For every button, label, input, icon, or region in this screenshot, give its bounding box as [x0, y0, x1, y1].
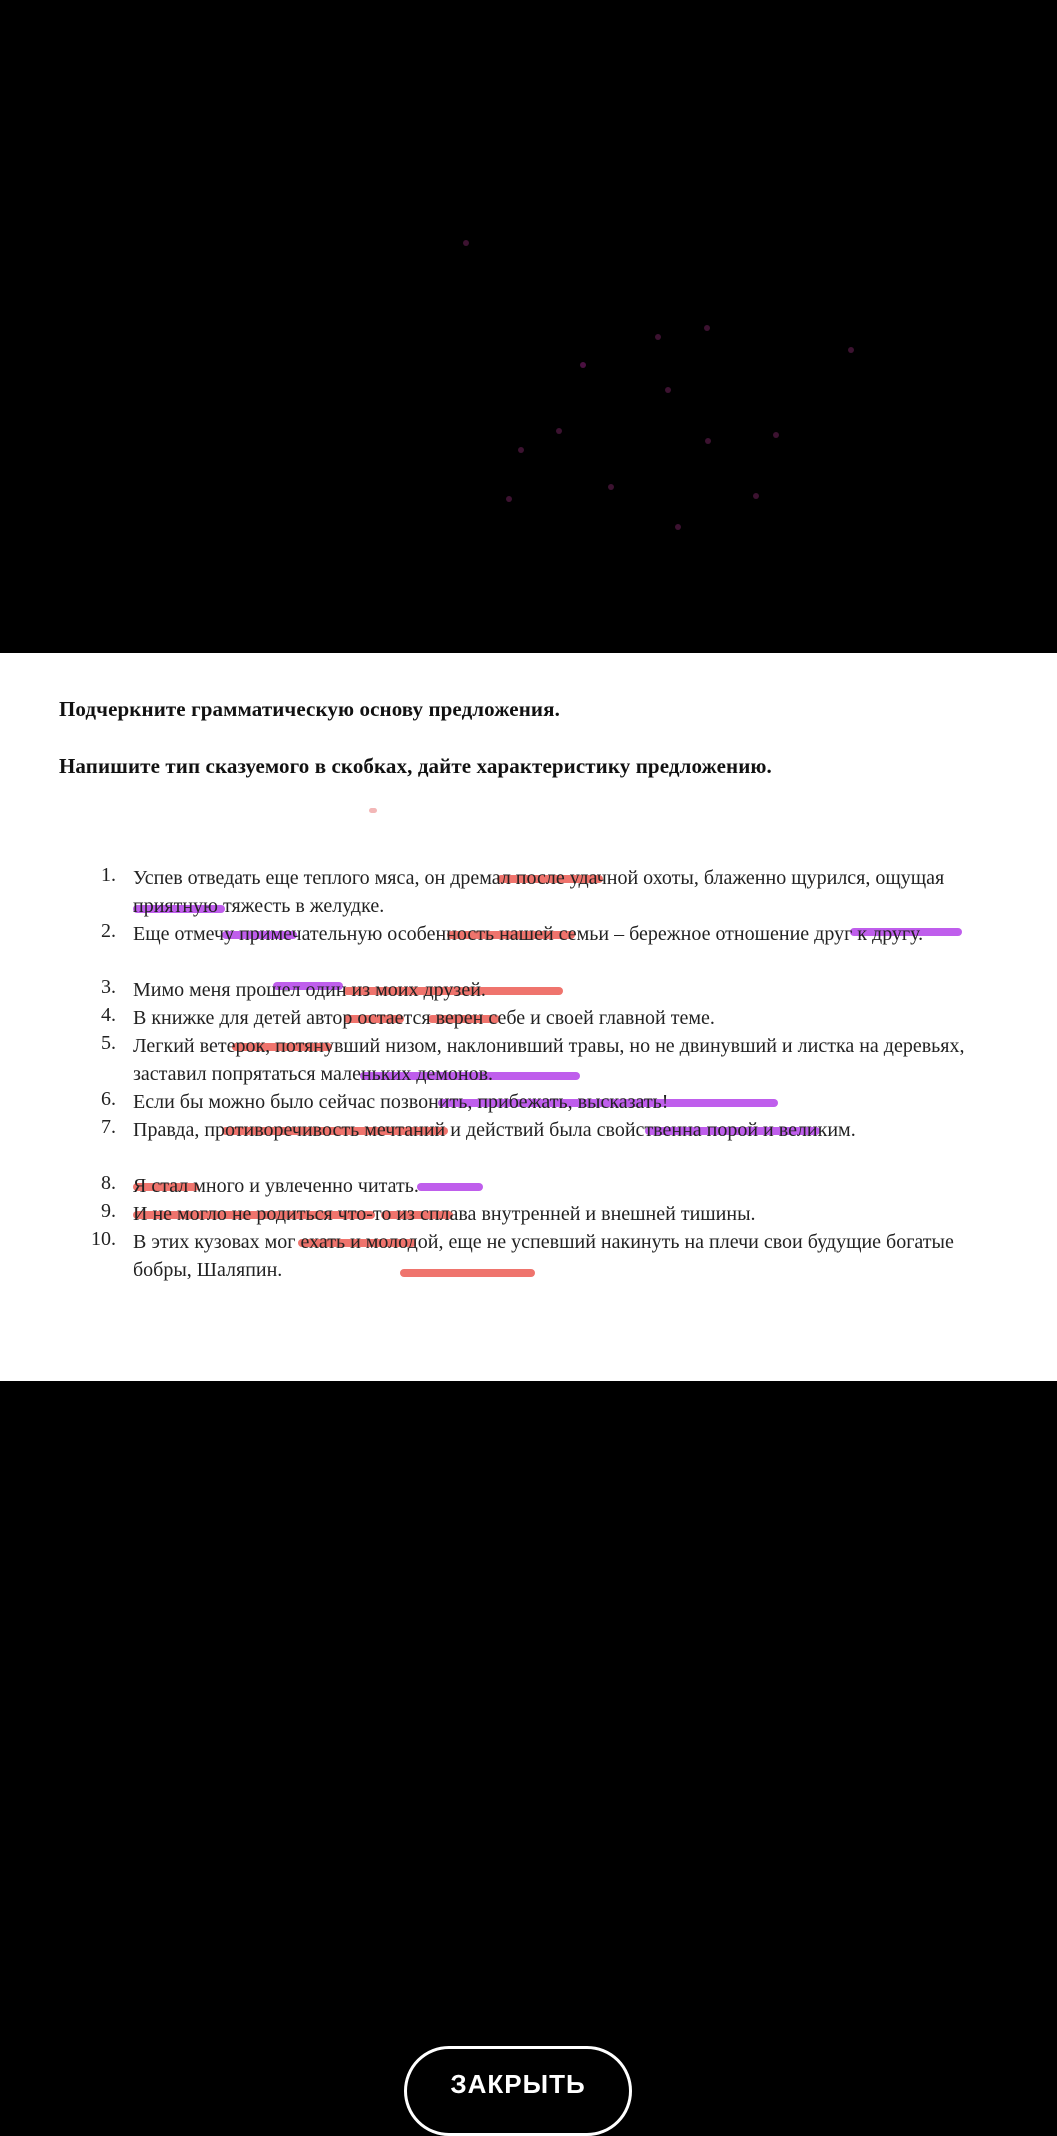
item-text: В книжке для детей автор остается верен себе и своей главной теме.	[133, 1007, 715, 1029]
item-text: Успев отведать еще теплого мяса, он дремал после удачной охоты, блаженно щурился, ощущая приятную тяжесть в желудке.	[133, 867, 945, 917]
instruction-underline: Подчеркните грамматическую основу предложения.	[59, 697, 560, 721]
item-number: 4.	[101, 1004, 116, 1026]
item-text: Легкий ветерок, потянувший низом, наклонивший травы, но не двинувший и листка на деревьях, заставил попрятаться маленьких демонов.	[133, 1035, 965, 1085]
pen-mark	[369, 808, 377, 813]
list-item	[0, 864, 1057, 920]
close-button[interactable]: ЗАКРЫТЬ	[404, 2046, 632, 2136]
list-item	[0, 1200, 1057, 1228]
item-text: Мимо меня прошел один из моих друзей.	[133, 979, 486, 1001]
list-item	[0, 1032, 1057, 1088]
instruction-predicate-type: Напишите тип сказуемого в скобках, дайте характеристику предложению.	[59, 754, 772, 778]
item-text: В этих кузовах мог ехать и молодой, еще не успевший накинуть на плечи свои будущие богатые бобры, Шаляпин.	[133, 1231, 954, 1281]
item-number: 9.	[101, 1200, 116, 1222]
exercise-list	[0, 864, 1057, 1284]
list-item	[0, 1088, 1057, 1116]
list-item	[0, 920, 1057, 976]
item-number: 2.	[101, 920, 116, 942]
item-number: 1.	[101, 864, 116, 886]
item-number: 8.	[101, 1172, 116, 1194]
item-text: Я стал много и увлеченно читать.	[133, 1175, 419, 1197]
item-text: Если бы можно было сейчас позвонить, прибежать, высказать!	[133, 1091, 669, 1113]
list-item	[0, 1172, 1057, 1200]
item-text: И не могло не родиться что-то из сплава внутренней и внешней тишины.	[133, 1203, 756, 1225]
dark-background	[0, 0, 1057, 653]
item-number: 10.	[91, 1228, 116, 1250]
list-item	[0, 1004, 1057, 1032]
item-number: 7.	[101, 1116, 116, 1138]
list-item	[0, 1228, 1057, 1284]
item-number: 6.	[101, 1088, 116, 1110]
worksheet-photo	[0, 653, 1057, 1381]
list-item	[0, 976, 1057, 1004]
list-item	[0, 1116, 1057, 1172]
item-text: Еще отмечу примечательную особенность нашей семьи – бережное отношение друг к другу.	[133, 923, 924, 945]
item-number: 5.	[101, 1032, 116, 1054]
item-text: Правда, противоречивость мечтаний и действий была свойственна порой и великим.	[133, 1119, 856, 1141]
item-number: 3.	[101, 976, 116, 998]
